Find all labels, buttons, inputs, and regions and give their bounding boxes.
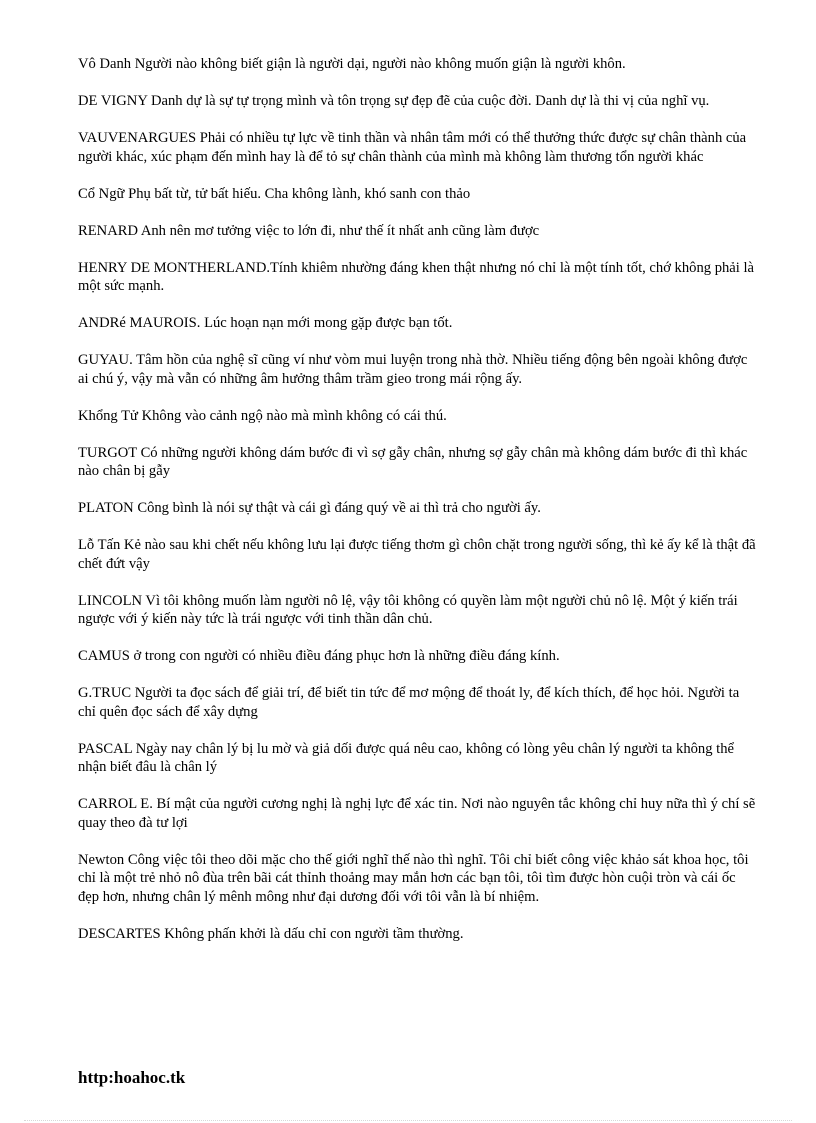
quote: Khổng Tử Không vào cảnh ngộ nào mà mình không có cái thú. (78, 407, 447, 424)
quote: RENARD Anh nên mơ tưởng việc to lớn đi, như thế ít nhất anh cũng làm được (78, 222, 540, 239)
quote: CARROL E. Bí mật của người cương nghị là nghị lực để xác tin. Nơi nào nguyên tắc không chỉ huy nữa thì ý chí sẽ quay theo đà tư lợi (78, 796, 756, 831)
quote: ANDRé MAUROIS. Lúc hoạn nạn mới mong gặp được bạn tốt. (78, 315, 453, 331)
quote: GUYAU. Tâm hồn của nghệ sĩ cũng ví như vòm mui luyện trong nhà thờ. Nhiều tiếng động bên ngoài không được ai chú ý, vậy mà vẫn có những âm hưởng thâm trầm gieo trong mái rộng ấy. (78, 352, 748, 387)
quote: Newton Công việc tôi theo dõi mặc cho thế giới nghĩ thế nào thì nghĩ. Tôi chỉ biết công việc khảo sát khoa học, tôi chỉ là một trẻ nhỏ nô đùa trên bãi cát thỉnh thoảng may mắn hơn các bạn tôi, tôi tìm được hòn cuội tròn và cái ốc đẹp hơn, nhưng chân lý mênh mông như đại dương đối với tôi vẫn là bí nhiệm. (78, 851, 749, 905)
quote: Lỗ Tấn Kẻ nào sau khi chết nếu không lưu lại được tiếng thơm gì chôn chặt trong người sống, thì kẻ ấy kể là thật đã chết đứt vậy (78, 537, 756, 572)
quote: VAUVENARGUES Phải có nhiều tự lực về tinh thần và nhân tâm mới có thể thưởng thức được sự chân thành của người khác, xúc phạm đến mình hay là để tỏ sự chân thành của mình mà không làm thương tổn người khác (78, 130, 747, 165)
quote-list (78, 55, 758, 962)
footer-url: http:hoahoc.tk (78, 1068, 186, 1087)
quote: LINCOLN Vì tôi không muốn làm người nô lệ, vậy tôi không có quyền làm một người chủ nô lệ. Một ý kiến trái ngược với ý kiến này tức là trái ngược với tinh thần dân chủ. (78, 592, 738, 627)
quote: PLATON Công bình là nói sự thật và cái gì đáng quý về ai thì trả cho người ấy. (78, 500, 541, 516)
quote: DESCARTES Không phấn khởi là dấu chỉ con người tầm thường. (78, 925, 464, 942)
quote: HENRY DE MONTHERLAND.Tính khiêm nhường đáng khen thật nhưng nó chỉ là một tính tốt, chớ không phải là một sức mạnh. (78, 259, 755, 294)
quote: PASCAL Ngày nay chân lý bị lu mờ và giả dối được quá nêu cao, không có lòng yêu chân lý người ta không thể nhận biết đâu là chân lý (78, 740, 734, 775)
quote: TURGOT Có những người không dám bước đi vì sợ gẫy chân, nhưng sợ gẫy chân mà không dám bước đi thì khác nào chân bị gẫy (78, 444, 748, 479)
quote: Vô Danh Người nào không biết giận là người dại, người nào không muốn giận là người khôn. (78, 56, 626, 72)
page-divider (24, 1120, 792, 1121)
quote: CAMUS ở trong con người có nhiều điều đáng phục hơn là những điều đáng kính. (78, 648, 560, 664)
quote: DE VIGNY Danh dự là sự tự trọng mình và tôn trọng sự đẹp đẽ của cuộc đời. Danh dự là thi vị của nghĩ vụ. (78, 93, 710, 109)
quote: Cổ Ngữ Phụ bất từ, tử bất hiếu. Cha không lành, khó sanh con thảo (78, 185, 471, 202)
quote: G.TRUC Người ta đọc sách để giải trí, để biết tin tức để mơ mộng để thoát ly, để kích thích, để học hỏi. Người ta chỉ quên đọc sách để xây dựng (78, 685, 740, 720)
